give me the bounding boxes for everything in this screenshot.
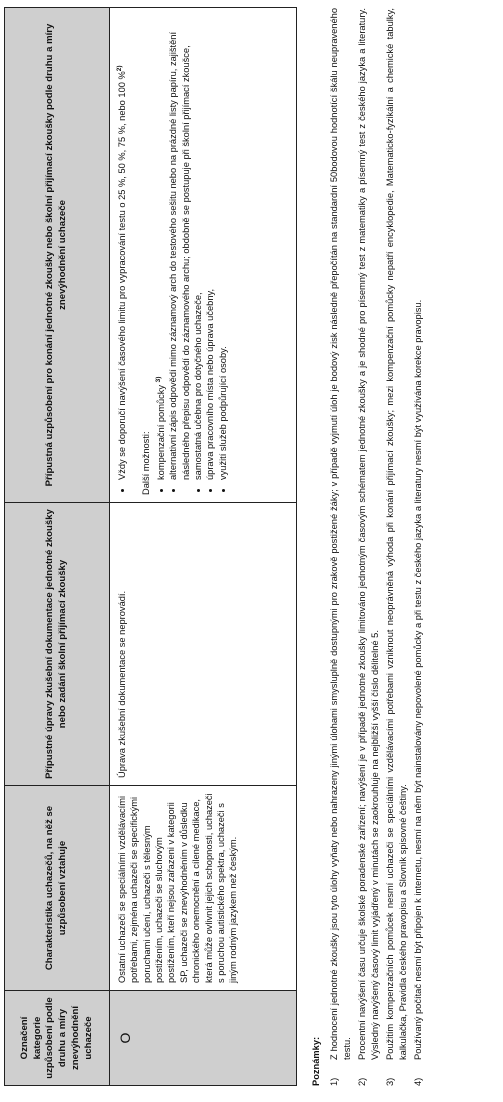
further-options-list [155,15,229,495]
documentation-cell: Úprava zkušební dokumentace se neprovádí. [110,503,297,786]
header-characteristic: Charakteristika uchazečů, na něž se uzpůsobení vztahuje [5,786,110,991]
note-item [412,8,425,1086]
list-item [217,15,229,480]
note-text: Používaný počítač nesmí být připojen k internetu, nesmí na něm být nainstalovány nepovolené pomůcky a při testu z českého jazyka a literatury nesmí být využívána korekce pravopisu. [413,299,424,1060]
note-text: Procentní navýšení času určuje školské poradenské zařízení; navýšení je v případě jednotné zkoušky limitováno jednotným časovým schématem jednotné zkoušky a je shodné pro písemný test z matematiky a písemný test z českého jazyka a literatury. Výsledný navýšený časový limit vyjádřený v minutách se zaokrouhluje na nejbližší vyšší číslo dělitelné 5. [357,8,381,1060]
further-options-label: Další možnosti: [141,431,152,495]
note-number: 4) [413,1077,424,1086]
note-number: 3) [385,1077,396,1086]
table-row [110,8,297,1086]
header-documentation: Přípustné úpravy zkušební dokumentace jednotné zkoušky nebo zadání školní přijímací zkoušky [5,503,110,786]
note-text: Z hodnocení jednotné zkoušky jsou tyto úlohy vyňaty nebo nahrazeny jinými úlohami smysluplně dostupnými pro zrakově postižené žáky; v případě vyjmutí úloh je bodový zisk následně přepočítán na standardní 50bodovou hodnotící škálu neupraveného testu. [329,8,353,1060]
option-text: úprava pracovního místa nebo úprava učebny, [205,288,216,480]
list-item [167,15,192,480]
option-text: využití služeb podpůrující osoby. [217,346,228,480]
characteristic-cell: Ostatní uchazeči se speciálními vzdělávacími potřebami, zejména uchazeči se specifickými poruchami učení, uchazeči s tělesným postižením, uchazeči se sluchovým postižením, kteří nejsou zařazeni v kategorii SP, uchazeči se znevýhodněním v důsledku chronického onemocnění a cílené medikace, která může ovlivnit jejich schopnosti, uchazeči s poruchou autistického spektra, uchazeči s jiným rodným jazykem než českým. [110,786,297,991]
notes-section [310,8,427,1086]
note-item [384,8,410,1086]
header-category: Označení kategorie uzpůsobení podle druhu a míry znevýhodnění uchazeče [5,991,110,1086]
note-item [328,8,354,1086]
table-header-row [5,8,110,1086]
list-item [192,15,204,480]
note-item [356,8,382,1086]
category-cell: O [110,991,297,1086]
main-adjustment-text: Vždy se doporučí navýšení časového limitu pro vypracování testu o 25 %, 50 %, 75 %, nebo 100 % [117,71,128,480]
note-text: Použitím kompenzačních pomůcek nesmí uchazeči se speciálními vzdělávacími potřebami vzniknout neoprávněná výhoda při konání přijímací zkoušky; mezi kompenzační pomůcky nepatří encyklopedie, Matematicko-fyzikální a chemické tabulky, kalkulačka, Pravidla českého pravopisu a Slovník spisovné češtiny. [385,8,409,1060]
option-text: kompenzační pomůcky [155,384,166,480]
note-number: 1) [329,1077,340,1086]
footnote-ref: 2) [116,65,123,72]
list-item [155,15,167,480]
accommodation-table [4,7,297,1086]
header-adjustments: Přípustná uzpůsobení pro konání jednotné zkoušky nebo školní přijímací zkoušky podle druhu a míry znevýhodnění uchazeče [5,8,110,503]
main-adjustment-list [116,15,128,495]
list-item [204,15,216,480]
option-text: alternativní zápis odpovědí mimo záznamový arch do testového sešitu nebo na prázdné listy papíru, zajištění následného přepisu odpovědí do záznamového archu; obdobně se postupuje při školní přijímací zkoušce, [168,31,191,480]
notes-title: Poznámky: [311,1036,321,1086]
footnote-ref: 3) [154,376,162,383]
adjustments-cell [110,8,297,503]
option-text: samostatná učebna pro dotyčného uchazeče, [192,292,203,480]
main-adjustment-item [116,15,128,480]
note-number: 2) [357,1077,368,1086]
